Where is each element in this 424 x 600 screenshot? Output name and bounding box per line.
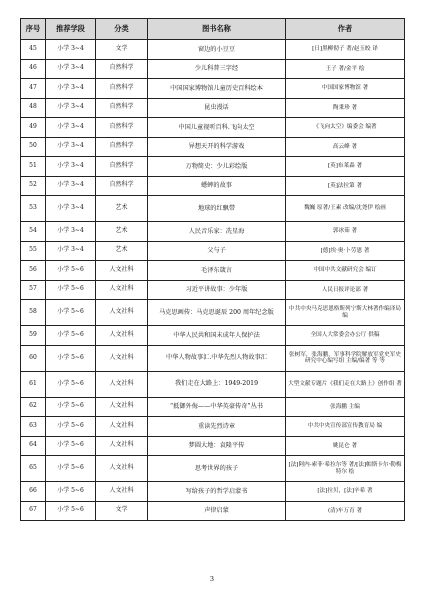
row-stage: 小学 3~4 bbox=[46, 98, 96, 118]
row-stage: 小学 5~6 bbox=[46, 436, 96, 456]
row-author: 姚昆仑 著 bbox=[286, 436, 405, 456]
row-title: 地球的红飘带 bbox=[148, 196, 286, 222]
row-author: 大型文献专题片《我们走在大路上》创作组 著 bbox=[286, 371, 405, 397]
row-category: 自然科学 bbox=[96, 176, 148, 196]
row-number: 67 bbox=[21, 501, 46, 521]
row-title: 中国国家博物馆儿童历史百科绘本 bbox=[148, 79, 286, 99]
row-category: 自然科学 bbox=[96, 157, 148, 177]
table-row bbox=[21, 482, 405, 502]
row-stage: 小学 5~6 bbox=[46, 482, 96, 502]
row-number: 52 bbox=[21, 176, 46, 196]
row-stage: 小学 3~4 bbox=[46, 222, 96, 242]
row-category: 艺术 bbox=[96, 222, 148, 242]
row-number: 53 bbox=[21, 196, 46, 222]
row-stage: 小学 5~6 bbox=[46, 280, 96, 300]
table-row bbox=[21, 40, 405, 60]
row-author: 张树军，张海鹏，军事科学院解放军党史军史研究中心编写组 主编/编著 等 等 bbox=[286, 345, 405, 371]
row-title: “抵御外侮——中华英豪传奇”丛书 bbox=[148, 397, 286, 417]
table-row bbox=[21, 79, 405, 99]
row-category: 人文社科 bbox=[96, 456, 148, 482]
row-number: 65 bbox=[21, 456, 46, 482]
row-number: 50 bbox=[21, 137, 46, 157]
row-stage: 小学 5~6 bbox=[46, 456, 96, 482]
row-stage: 小学 3~4 bbox=[46, 59, 96, 79]
table-row bbox=[21, 196, 405, 222]
row-author: 全国人大常委会办公厅 供稿 bbox=[286, 326, 405, 346]
table-header-row bbox=[21, 19, 405, 40]
row-author: 中共中央马克思恩格斯列宁斯大林著作编译局 编 bbox=[286, 300, 405, 326]
row-stage: 小学 3~4 bbox=[46, 157, 96, 177]
row-number: 49 bbox=[21, 118, 46, 138]
row-title: 重读先烈诗章 bbox=[148, 417, 286, 437]
row-category: 人文社科 bbox=[96, 261, 148, 281]
row-author: 《飞向太空》编委会 编著 bbox=[286, 118, 405, 138]
row-category: 人文社科 bbox=[96, 371, 148, 397]
table-row bbox=[21, 326, 405, 346]
row-category: 自然科学 bbox=[96, 118, 148, 138]
row-number: 48 bbox=[21, 98, 46, 118]
row-stage: 小学 5~6 bbox=[46, 371, 96, 397]
table-row bbox=[21, 280, 405, 300]
row-title: 人民音乐家：冼星海 bbox=[148, 222, 286, 242]
row-author: [英]法拉第 著 bbox=[286, 176, 405, 196]
row-category: 自然科学 bbox=[96, 137, 148, 157]
table-row bbox=[21, 118, 405, 138]
row-number: 66 bbox=[21, 482, 46, 502]
row-author: (清)车万育 著 bbox=[286, 501, 405, 521]
row-stage: 小学 3~4 bbox=[46, 196, 96, 222]
table-row bbox=[21, 241, 405, 261]
row-stage: 小学 5~6 bbox=[46, 261, 96, 281]
table-row bbox=[21, 59, 405, 79]
row-number: 54 bbox=[21, 222, 46, 242]
row-title: 异想天开的科学游戏 bbox=[148, 137, 286, 157]
table-row bbox=[21, 261, 405, 281]
row-category: 人文社科 bbox=[96, 280, 148, 300]
table-row bbox=[21, 176, 405, 196]
row-number: 57 bbox=[21, 280, 46, 300]
row-title: 思考世界的孩子 bbox=[148, 456, 286, 482]
table-row bbox=[21, 371, 405, 397]
header-no: 序号 bbox=[21, 19, 46, 40]
row-stage: 小学 5~6 bbox=[46, 417, 96, 437]
row-category: 人文社科 bbox=[96, 326, 148, 346]
row-author: 高云峰 著 bbox=[286, 137, 405, 157]
row-title: 万物简史：少儿彩绘版 bbox=[148, 157, 286, 177]
row-author: 中共中央宣传部宣传教育局 编 bbox=[286, 417, 405, 437]
row-number: 58 bbox=[21, 300, 46, 326]
row-title: 昆虫漫话 bbox=[148, 98, 286, 118]
row-category: 自然科学 bbox=[96, 59, 148, 79]
row-category: 人文社科 bbox=[96, 436, 148, 456]
row-category: 自然科学 bbox=[96, 98, 148, 118]
row-author: 王子 著/金平 绘 bbox=[286, 59, 405, 79]
row-category: 自然科学 bbox=[96, 79, 148, 99]
page-number: 3 bbox=[209, 575, 215, 583]
row-stage: 小学 3~4 bbox=[46, 176, 96, 196]
row-stage: 小学 5~6 bbox=[46, 345, 96, 371]
row-title: 我们走在大路上：1949-2019 bbox=[148, 371, 286, 397]
row-category: 人文社科 bbox=[96, 482, 148, 502]
row-stage: 小学 3~4 bbox=[46, 40, 96, 60]
row-stage: 小学 3~4 bbox=[46, 118, 96, 138]
row-author: [法]阿内-索菲·希拉尔等 著/[法]帕斯卡尔·勒梅特尔 绘 bbox=[286, 456, 405, 482]
row-number: 47 bbox=[21, 79, 46, 99]
table-row bbox=[21, 436, 405, 456]
table-row bbox=[21, 300, 405, 326]
row-category: 人文社科 bbox=[96, 417, 148, 437]
row-author: [英]布莱森 著 bbox=[286, 157, 405, 177]
row-author: 张海鹏 主编 bbox=[286, 397, 405, 417]
row-number: 59 bbox=[21, 326, 46, 346]
header-category: 分类 bbox=[96, 19, 148, 40]
row-title: 梦圆大地：袁隆平传 bbox=[148, 436, 286, 456]
table-row bbox=[21, 222, 405, 242]
table-row bbox=[21, 397, 405, 417]
table-row bbox=[21, 417, 405, 437]
row-title: 中华人民共和国未成年人保护法 bbox=[148, 326, 286, 346]
row-author: [法]拉贝，[法]辛希 著 bbox=[286, 482, 405, 502]
row-title: 蟋蟀的故事 bbox=[148, 176, 286, 196]
row-stage: 小学 3~4 bbox=[46, 241, 96, 261]
row-stage: 小学 5~6 bbox=[46, 326, 96, 346]
row-title: 写给孩子的哲学启蒙书 bbox=[148, 482, 286, 502]
row-category: 人文社科 bbox=[96, 345, 148, 371]
row-stage: 小学 5~6 bbox=[46, 397, 96, 417]
row-number: 60 bbox=[21, 345, 46, 371]
row-number: 45 bbox=[21, 40, 46, 60]
row-number: 51 bbox=[21, 157, 46, 177]
row-number: 61 bbox=[21, 371, 46, 397]
row-title: 少儿科普三字经 bbox=[148, 59, 286, 79]
row-stage: 小学 3~4 bbox=[46, 137, 96, 157]
row-stage: 小学 3~4 bbox=[46, 79, 96, 99]
row-category: 文学 bbox=[96, 501, 148, 521]
row-category: 人文社科 bbox=[96, 300, 148, 326]
row-number: 62 bbox=[21, 397, 46, 417]
row-category: 艺术 bbox=[96, 241, 148, 261]
row-title: 中国儿童视听百科.飞向太空 bbox=[148, 118, 286, 138]
row-author: 陶秉珍 著 bbox=[286, 98, 405, 118]
header-author: 作者 bbox=[286, 19, 405, 40]
row-category: 文学 bbox=[96, 40, 148, 60]
book-list-table bbox=[20, 18, 405, 521]
row-category: 人文社科 bbox=[96, 397, 148, 417]
row-author: [德]埃·奥·卜劳恩 著 bbox=[286, 241, 405, 261]
row-author: 魏巍 原著/王素 改编/沈尧伊 绘画 bbox=[286, 196, 405, 222]
row-number: 56 bbox=[21, 261, 46, 281]
row-title: 父与子 bbox=[148, 241, 286, 261]
row-title: 毛泽东箴言 bbox=[148, 261, 286, 281]
row-author: 郭冰茹 著 bbox=[286, 222, 405, 242]
row-title: 中华人物故事汇.中华先烈人物故事汇 bbox=[148, 345, 286, 371]
row-title: 习近平讲故事：少年版 bbox=[148, 280, 286, 300]
row-title: 马克思画传：马克思诞辰 200 周年纪念版 bbox=[148, 300, 286, 326]
row-author: 人民日报评论部 著 bbox=[286, 280, 405, 300]
row-title: 声律启蒙 bbox=[148, 501, 286, 521]
row-number: 63 bbox=[21, 417, 46, 437]
row-stage: 小学 5~6 bbox=[46, 501, 96, 521]
table-row bbox=[21, 345, 405, 371]
row-author: 中国国家博物馆 著 bbox=[286, 79, 405, 99]
header-stage: 推荐学段 bbox=[46, 19, 96, 40]
header-title: 图书名称 bbox=[148, 19, 286, 40]
row-title: 窗边的小豆豆 bbox=[148, 40, 286, 60]
table-row bbox=[21, 98, 405, 118]
row-author: [日]黑柳彻子 著/赵玉皎 译 bbox=[286, 40, 405, 60]
row-number: 46 bbox=[21, 59, 46, 79]
table-row bbox=[21, 501, 405, 521]
row-stage: 小学 5~6 bbox=[46, 300, 96, 326]
table-row bbox=[21, 157, 405, 177]
row-number: 64 bbox=[21, 436, 46, 456]
row-category: 艺术 bbox=[96, 196, 148, 222]
row-number: 55 bbox=[21, 241, 46, 261]
table-row bbox=[21, 137, 405, 157]
row-author: 中国中共文献研究会 编订 bbox=[286, 261, 405, 281]
table-row bbox=[21, 456, 405, 482]
